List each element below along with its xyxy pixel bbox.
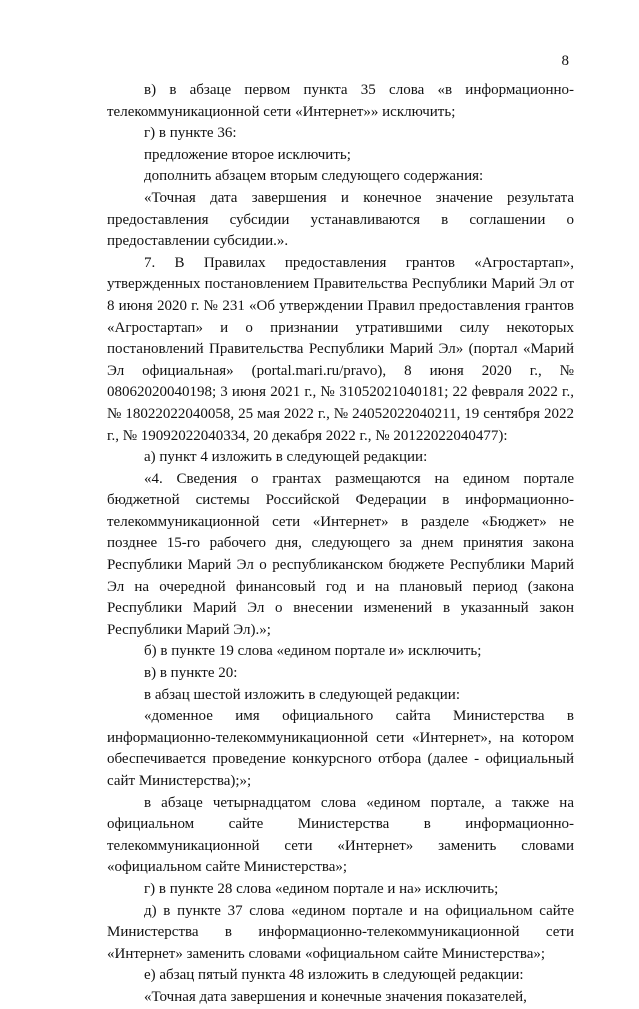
document-body	[107, 80, 574, 1009]
paragraph: е) абзац пятый пункта 48 изложить в следующей редакции:	[144, 967, 524, 984]
paragraph: предложение второе исключить;	[144, 146, 351, 163]
paragraph: б) в пункте 19 слова «едином портале и» исключить;	[144, 643, 482, 660]
paragraph: «4. Сведения о грантах размещаются на едином портале бюджетной системы Российской Федерации в информационно-телекоммуникационной сети «Интернет» в разделе «Бюджет» не позднее 15-го рабочего дня, следующего за днем принятия закона Республики Марий Эл о республиканском бюджете Республики Марий Эл на очередной финансовый год и на плановый период (закона Республики Марий Эл о внесении изменений в указанный закон Республики Марий Эл).»;	[107, 470, 574, 638]
paragraph: д) в пункте 37 слова «едином портале и на официальном сайте Министерства в информационно-телекоммуникационной сети «Интернет» заменить словами «официальном сайте Министерства»;	[107, 902, 574, 962]
paragraph: г) в пункте 28 слова «едином портале и на» исключить;	[144, 880, 499, 897]
paragraph: «Точная дата завершения и конечное значение результата предоставления субсидии устанавливаются в соглашении о предоставлении субсидии.».	[107, 189, 574, 250]
page-number: 8	[561, 53, 569, 69]
paragraph: г) в пункте 36:	[144, 125, 237, 142]
paragraph: 7. В Правилах предоставления грантов «Агростартап», утвержденных постановлением Правительства Республики Марий Эл от 8 июня 2020 г. № 231 «Об утверждении Правил предоставления грантов «Агростартап» и о признании утратившими силу некоторых постановлений Правительства Республики Марий Эл» (портал «Марий Эл официальная» (portal.mari.ru/pravo), 8 июня 2020 г., № 08062020040198; 3 июня 2021 г., № 31052021040181; 22 февраля 2022 г., № 18022022040058, 25 мая 2022 г., № 24052022040211, 19 сентября 2022 г., № 19092022040334, 20 декабря 2022 г., № 20122022040477):	[107, 254, 574, 444]
paragraph: в) в пункте 20:	[144, 665, 238, 682]
paragraph: в) в абзаце первом пункта 35 слова «в информационно-телекоммуникационной сети «Интернет»» исключить;	[107, 82, 574, 120]
paragraph: «Точная дата завершения и конечные значения показателей,	[144, 988, 527, 1005]
paragraph: в абзац шестой изложить в следующей редакции:	[144, 686, 461, 703]
paragraph: в абзаце четырнадцатом слова «едином портале, а также на официальном сайте Министерства в информационно-телекоммуникационной сети «Интернет» заменить словами «официальном сайте Министерства»;	[107, 794, 574, 876]
paragraph: а) пункт 4 изложить в следующей редакции:	[144, 449, 428, 466]
paragraph: «доменное имя официального сайта Министерства в информационно-телекоммуникационной сети «Интернет», на котором обеспечивается проведение конкурсного отбора (далее - официальный сайт Министерства);»;	[107, 708, 574, 789]
paragraph: дополнить абзацем вторым следующего содержания:	[144, 168, 484, 185]
